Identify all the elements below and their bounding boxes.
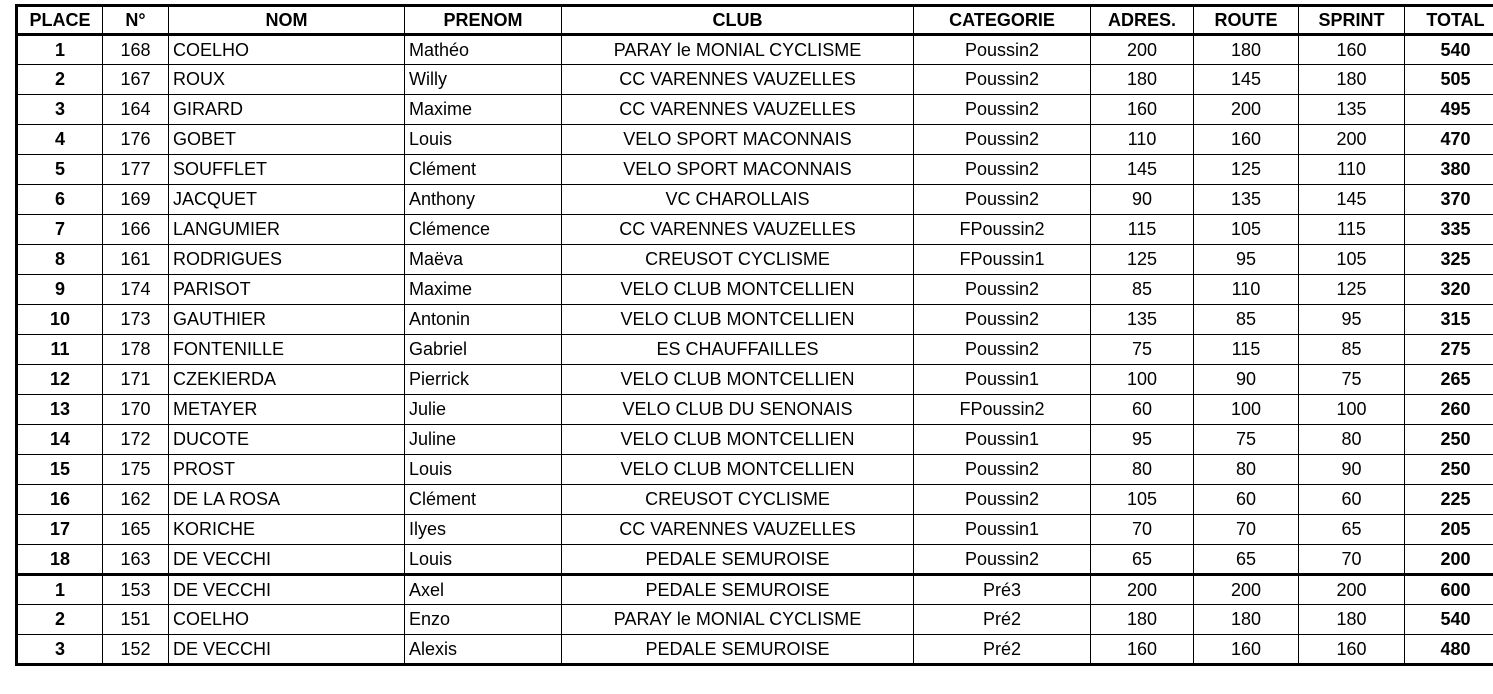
cell-prenom: Clément [405,155,562,185]
cell-prenom: Louis [405,455,562,485]
cell-total: 325 [1405,245,1493,275]
cell-adres: 125 [1091,245,1194,275]
cell-total: 275 [1405,335,1493,365]
table-row [17,575,1493,605]
cell-adres: 145 [1091,155,1194,185]
cell-route: 110 [1194,275,1299,305]
cell-categorie: Poussin2 [914,485,1091,515]
table-row [17,395,1493,425]
cell-prenom: Antonin [405,305,562,335]
table-row [17,545,1493,575]
cell-prenom: Anthony [405,185,562,215]
cell-sprint: 115 [1299,215,1405,245]
cell-sprint: 65 [1299,515,1405,545]
cell-sprint: 90 [1299,455,1405,485]
cell-nom: DE VECCHI [169,545,405,575]
cell-adres: 135 [1091,305,1194,335]
table-row [17,605,1493,635]
cell-sprint: 70 [1299,545,1405,575]
cell-prenom: Maëva [405,245,562,275]
cell-club: VELO CLUB MONTCELLIEN [562,275,914,305]
cell-nom: PARISOT [169,275,405,305]
table-row [17,335,1493,365]
cell-nom: FONTENILLE [169,335,405,365]
cell-place: 6 [17,185,103,215]
cell-prenom: Clément [405,485,562,515]
cell-num: 172 [103,425,169,455]
cell-place: 15 [17,455,103,485]
cell-adres: 110 [1091,125,1194,155]
cell-route: 200 [1194,575,1299,605]
cell-place: 3 [17,95,103,125]
cell-adres: 100 [1091,365,1194,395]
cell-route: 115 [1194,335,1299,365]
table-row [17,65,1493,95]
cell-adres: 80 [1091,455,1194,485]
cell-categorie: Pré2 [914,605,1091,635]
cell-club: PEDALE SEMUROISE [562,575,914,605]
cell-route: 145 [1194,65,1299,95]
cell-nom: ROUX [169,65,405,95]
cell-num: 173 [103,305,169,335]
cell-route: 200 [1194,95,1299,125]
cell-total: 480 [1405,635,1493,665]
header-club: CLUB [562,6,914,35]
table-row [17,125,1493,155]
cell-total: 315 [1405,305,1493,335]
cell-nom: METAYER [169,395,405,425]
cell-nom: COELHO [169,35,405,65]
cell-num: 167 [103,65,169,95]
cell-nom: DE VECCHI [169,635,405,665]
header-nom: NOM [169,6,405,35]
cell-place: 14 [17,425,103,455]
cell-num: 175 [103,455,169,485]
cell-categorie: Poussin2 [914,305,1091,335]
cell-categorie: Poussin2 [914,155,1091,185]
cell-place: 9 [17,275,103,305]
cell-sprint: 110 [1299,155,1405,185]
cell-nom: GIRARD [169,95,405,125]
cell-prenom: Ilyes [405,515,562,545]
cell-club: VC CHAROLLAIS [562,185,914,215]
cell-total: 370 [1405,185,1493,215]
cell-sprint: 200 [1299,125,1405,155]
cell-club: PARAY le MONIAL CYCLISME [562,35,914,65]
cell-route: 100 [1194,395,1299,425]
table-row [17,215,1493,245]
cell-total: 200 [1405,545,1493,575]
cell-sprint: 125 [1299,275,1405,305]
cell-club: VELO CLUB MONTCELLIEN [562,305,914,335]
cell-adres: 180 [1091,65,1194,95]
cell-club: VELO CLUB MONTCELLIEN [562,365,914,395]
cell-route: 80 [1194,455,1299,485]
header-adres: ADRES. [1091,6,1194,35]
cell-adres: 75 [1091,335,1194,365]
cell-nom: COELHO [169,605,405,635]
cell-num: 153 [103,575,169,605]
cell-place: 2 [17,605,103,635]
cell-nom: RODRIGUES [169,245,405,275]
cell-adres: 115 [1091,215,1194,245]
cell-total: 540 [1405,605,1493,635]
cell-total: 225 [1405,485,1493,515]
cell-adres: 160 [1091,635,1194,665]
cell-prenom: Juline [405,425,562,455]
cell-adres: 200 [1091,35,1194,65]
cell-club: CC VARENNES VAUZELLES [562,95,914,125]
table-row [17,485,1493,515]
cell-nom: PROST [169,455,405,485]
cell-num: 168 [103,35,169,65]
table-row [17,95,1493,125]
cell-adres: 60 [1091,395,1194,425]
cell-club: VELO SPORT MACONNAIS [562,155,914,185]
cell-adres: 95 [1091,425,1194,455]
cell-categorie: Poussin1 [914,365,1091,395]
cell-num: 170 [103,395,169,425]
cell-num: 163 [103,545,169,575]
cell-adres: 85 [1091,275,1194,305]
cell-place: 13 [17,395,103,425]
cell-num: 178 [103,335,169,365]
cell-route: 85 [1194,305,1299,335]
cell-sprint: 145 [1299,185,1405,215]
table-row [17,455,1493,485]
table-body [17,35,1493,665]
cell-categorie: Poussin1 [914,515,1091,545]
table-row [17,305,1493,335]
cell-sprint: 60 [1299,485,1405,515]
cell-sprint: 100 [1299,395,1405,425]
results-table [15,4,1493,666]
table-row [17,185,1493,215]
cell-sprint: 75 [1299,365,1405,395]
cell-place: 8 [17,245,103,275]
cell-prenom: Mathéo [405,35,562,65]
cell-total: 540 [1405,35,1493,65]
cell-categorie: Pré3 [914,575,1091,605]
cell-num: 169 [103,185,169,215]
cell-num: 174 [103,275,169,305]
cell-club: CREUSOT CYCLISME [562,485,914,515]
cell-sprint: 180 [1299,605,1405,635]
cell-adres: 180 [1091,605,1194,635]
cell-route: 160 [1194,125,1299,155]
cell-prenom: Louis [405,545,562,575]
cell-num: 166 [103,215,169,245]
table-header [17,6,1493,35]
cell-prenom: Axel [405,575,562,605]
header-sprint: SPRINT [1299,6,1405,35]
cell-num: 162 [103,485,169,515]
cell-sprint: 135 [1299,95,1405,125]
cell-total: 260 [1405,395,1493,425]
cell-categorie: Poussin2 [914,35,1091,65]
cell-club: ES CHAUFFAILLES [562,335,914,365]
cell-categorie: Poussin2 [914,125,1091,155]
cell-categorie: FPoussin2 [914,215,1091,245]
cell-prenom: Alexis [405,635,562,665]
header-total: TOTAL [1405,6,1493,35]
cell-place: 3 [17,635,103,665]
cell-route: 135 [1194,185,1299,215]
cell-nom: GAUTHIER [169,305,405,335]
cell-club: PEDALE SEMUROISE [562,545,914,575]
table-row [17,245,1493,275]
cell-place: 16 [17,485,103,515]
cell-num: 152 [103,635,169,665]
cell-adres: 65 [1091,545,1194,575]
header-row [17,6,1493,35]
cell-route: 65 [1194,545,1299,575]
cell-nom: KORICHE [169,515,405,545]
header-route: ROUTE [1194,6,1299,35]
cell-route: 75 [1194,425,1299,455]
cell-place: 4 [17,125,103,155]
cell-nom: SOUFFLET [169,155,405,185]
cell-nom: JACQUET [169,185,405,215]
cell-sprint: 85 [1299,335,1405,365]
header-num: N° [103,6,169,35]
cell-sprint: 160 [1299,635,1405,665]
cell-adres: 70 [1091,515,1194,545]
header-categorie: CATEGORIE [914,6,1091,35]
table-row [17,275,1493,305]
cell-club: CC VARENNES VAUZELLES [562,65,914,95]
cell-nom: DE VECCHI [169,575,405,605]
cell-club: VELO CLUB DU SENONAIS [562,395,914,425]
cell-place: 11 [17,335,103,365]
cell-prenom: Pierrick [405,365,562,395]
cell-adres: 200 [1091,575,1194,605]
cell-total: 470 [1405,125,1493,155]
cell-categorie: Poussin1 [914,425,1091,455]
cell-nom: LANGUMIER [169,215,405,245]
results-sheet [15,4,1493,666]
cell-place: 1 [17,575,103,605]
cell-adres: 105 [1091,485,1194,515]
cell-sprint: 200 [1299,575,1405,605]
cell-adres: 160 [1091,95,1194,125]
cell-categorie: FPoussin2 [914,395,1091,425]
table-row [17,425,1493,455]
cell-club: VELO SPORT MACONNAIS [562,125,914,155]
cell-place: 2 [17,65,103,95]
cell-club: PEDALE SEMUROISE [562,635,914,665]
cell-total: 380 [1405,155,1493,185]
cell-club: VELO CLUB MONTCELLIEN [562,425,914,455]
header-prenom: PRENOM [405,6,562,35]
cell-categorie: Poussin2 [914,275,1091,305]
cell-prenom: Gabriel [405,335,562,365]
cell-route: 160 [1194,635,1299,665]
table-row [17,365,1493,395]
cell-route: 70 [1194,515,1299,545]
cell-nom: GOBET [169,125,405,155]
cell-club: PARAY le MONIAL CYCLISME [562,605,914,635]
cell-adres: 90 [1091,185,1194,215]
cell-club: CC VARENNES VAUZELLES [562,215,914,245]
cell-nom: DE LA ROSA [169,485,405,515]
cell-place: 10 [17,305,103,335]
cell-total: 250 [1405,425,1493,455]
cell-prenom: Louis [405,125,562,155]
cell-club: CREUSOT CYCLISME [562,245,914,275]
cell-route: 180 [1194,35,1299,65]
cell-num: 171 [103,365,169,395]
cell-total: 335 [1405,215,1493,245]
cell-total: 250 [1405,455,1493,485]
cell-nom: CZEKIERDA [169,365,405,395]
table-row [17,635,1493,665]
cell-sprint: 95 [1299,305,1405,335]
cell-total: 320 [1405,275,1493,305]
cell-nom: DUCOTE [169,425,405,455]
cell-num: 165 [103,515,169,545]
cell-route: 105 [1194,215,1299,245]
cell-sprint: 180 [1299,65,1405,95]
cell-num: 177 [103,155,169,185]
cell-categorie: Poussin2 [914,65,1091,95]
cell-prenom: Enzo [405,605,562,635]
cell-categorie: Pré2 [914,635,1091,665]
cell-total: 600 [1405,575,1493,605]
table-row [17,35,1493,65]
cell-place: 7 [17,215,103,245]
cell-categorie: Poussin2 [914,455,1091,485]
table-row [17,515,1493,545]
cell-place: 17 [17,515,103,545]
cell-sprint: 80 [1299,425,1405,455]
cell-num: 176 [103,125,169,155]
cell-prenom: Julie [405,395,562,425]
cell-place: 18 [17,545,103,575]
cell-route: 180 [1194,605,1299,635]
cell-place: 1 [17,35,103,65]
cell-sprint: 105 [1299,245,1405,275]
cell-num: 151 [103,605,169,635]
cell-route: 90 [1194,365,1299,395]
cell-place: 5 [17,155,103,185]
cell-num: 161 [103,245,169,275]
cell-club: CC VARENNES VAUZELLES [562,515,914,545]
cell-num: 164 [103,95,169,125]
cell-total: 505 [1405,65,1493,95]
cell-categorie: Poussin2 [914,545,1091,575]
cell-total: 495 [1405,95,1493,125]
cell-categorie: Poussin2 [914,335,1091,365]
cell-route: 125 [1194,155,1299,185]
cell-categorie: FPoussin1 [914,245,1091,275]
cell-prenom: Willy [405,65,562,95]
cell-place: 12 [17,365,103,395]
cell-prenom: Maxime [405,95,562,125]
cell-route: 60 [1194,485,1299,515]
cell-club: VELO CLUB MONTCELLIEN [562,455,914,485]
table-row [17,155,1493,185]
cell-total: 205 [1405,515,1493,545]
cell-sprint: 160 [1299,35,1405,65]
cell-categorie: Poussin2 [914,95,1091,125]
cell-prenom: Clémence [405,215,562,245]
header-place: PLACE [17,6,103,35]
cell-categorie: Poussin2 [914,185,1091,215]
cell-prenom: Maxime [405,275,562,305]
cell-total: 265 [1405,365,1493,395]
cell-route: 95 [1194,245,1299,275]
